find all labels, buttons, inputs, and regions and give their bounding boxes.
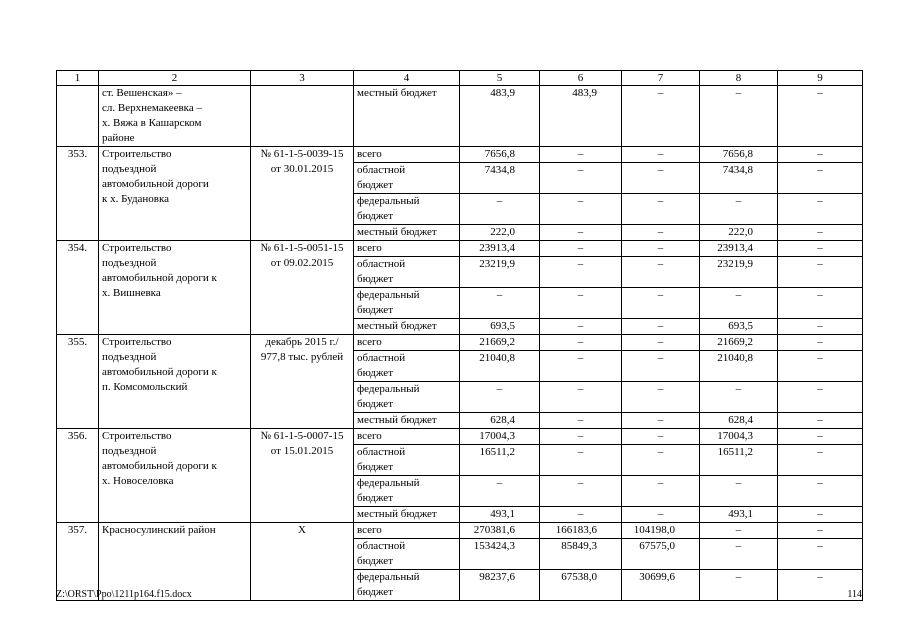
value-cell: – xyxy=(778,194,863,225)
row-number-cell: 354. xyxy=(57,241,99,335)
value-cell: – xyxy=(700,194,778,225)
value-cell: – xyxy=(622,241,700,257)
value-cell: 21040,8 xyxy=(460,351,540,382)
funding-source-cell: областной бюджет xyxy=(354,445,460,476)
value-cell: – xyxy=(460,476,540,507)
value-cell: 7656,8 xyxy=(700,147,778,163)
value-cell: – xyxy=(778,351,863,382)
value-cell: 153424,3 xyxy=(460,539,540,570)
value-cell: – xyxy=(700,539,778,570)
header-cell: 2 xyxy=(99,71,251,86)
value-cell: – xyxy=(700,86,778,147)
value-cell: – xyxy=(622,319,700,335)
value-cell: – xyxy=(778,86,863,147)
value-cell: – xyxy=(460,288,540,319)
funding-source-cell: местный бюджет xyxy=(354,86,460,147)
header-cell: 1 xyxy=(57,71,99,86)
value-cell: – xyxy=(778,225,863,241)
value-cell: – xyxy=(778,429,863,445)
value-cell: – xyxy=(700,382,778,413)
funding-source-cell: всего xyxy=(354,429,460,445)
header-cell: 4 xyxy=(354,71,460,86)
value-cell: – xyxy=(540,147,622,163)
value-cell: – xyxy=(540,476,622,507)
row-number-cell: 355. xyxy=(57,335,99,429)
value-cell: 483,9 xyxy=(540,86,622,147)
value-cell: 23219,9 xyxy=(700,257,778,288)
value-cell: – xyxy=(700,476,778,507)
value-cell: – xyxy=(700,570,778,601)
document-cell: № 61-1-5-0039-15 от 30.01.2015 xyxy=(251,147,354,241)
funding-source-cell: федеральный бюджет xyxy=(354,194,460,225)
value-cell: – xyxy=(622,163,700,194)
funding-source-cell: всего xyxy=(354,335,460,351)
table-row xyxy=(57,147,863,163)
value-cell: 222,0 xyxy=(460,225,540,241)
value-cell: – xyxy=(622,429,700,445)
value-cell: – xyxy=(540,507,622,523)
value-cell: – xyxy=(778,147,863,163)
header-cell: 5 xyxy=(460,71,540,86)
funding-source-cell: всего xyxy=(354,523,460,539)
funding-source-cell: местный бюджет xyxy=(354,319,460,335)
footer-file-path: Z:\ORST\Ppo\1211p164.f15.docx xyxy=(56,589,192,600)
value-cell: 628,4 xyxy=(700,413,778,429)
value-cell: – xyxy=(622,507,700,523)
header-cell: 7 xyxy=(622,71,700,86)
object-name-cell: Красносулинский район xyxy=(99,523,251,601)
value-cell: – xyxy=(622,147,700,163)
value-cell: 85849,3 xyxy=(540,539,622,570)
value-cell: – xyxy=(622,257,700,288)
document-cell: Х xyxy=(251,523,354,601)
value-cell: – xyxy=(540,194,622,225)
value-cell: – xyxy=(622,225,700,241)
value-cell: 67575,0 xyxy=(622,539,700,570)
value-cell: – xyxy=(622,382,700,413)
value-cell: – xyxy=(540,241,622,257)
value-cell: 104198,0 xyxy=(622,523,700,539)
document-cell: № 61-1-5-0051-15 от 09.02.2015 xyxy=(251,241,354,335)
value-cell: – xyxy=(540,257,622,288)
value-cell: 16511,2 xyxy=(460,445,540,476)
value-cell: – xyxy=(778,476,863,507)
table-row xyxy=(57,429,863,445)
object-name-cell: Строительство подъездной автомобильной дороги к х. Новоселовка xyxy=(99,429,251,523)
value-cell: – xyxy=(540,288,622,319)
table-row xyxy=(57,335,863,351)
funding-source-cell: местный бюджет xyxy=(354,507,460,523)
value-cell: – xyxy=(622,194,700,225)
funding-source-cell: областной бюджет xyxy=(354,351,460,382)
funding-source-cell: областной бюджет xyxy=(354,163,460,194)
value-cell: 21669,2 xyxy=(700,335,778,351)
funding-source-cell: федеральный бюджет xyxy=(354,476,460,507)
value-cell: 30699,6 xyxy=(622,570,700,601)
value-cell: – xyxy=(778,539,863,570)
value-cell: 7656,8 xyxy=(460,147,540,163)
value-cell: 628,4 xyxy=(460,413,540,429)
funding-source-cell: местный бюджет xyxy=(354,413,460,429)
value-cell: – xyxy=(540,351,622,382)
value-cell: 7434,8 xyxy=(700,163,778,194)
value-cell: 23913,4 xyxy=(700,241,778,257)
value-cell: – xyxy=(540,382,622,413)
document-cell xyxy=(251,86,354,147)
value-cell: 21040,8 xyxy=(700,351,778,382)
value-cell: 270381,6 xyxy=(460,523,540,539)
header-cell: 9 xyxy=(778,71,863,86)
row-number-cell xyxy=(57,86,99,147)
row-number-cell: 353. xyxy=(57,147,99,241)
value-cell: 222,0 xyxy=(700,225,778,241)
value-cell: 17004,3 xyxy=(700,429,778,445)
value-cell: – xyxy=(540,335,622,351)
value-cell: 493,1 xyxy=(700,507,778,523)
value-cell: – xyxy=(778,507,863,523)
value-cell: – xyxy=(540,445,622,476)
value-cell: – xyxy=(778,335,863,351)
value-cell: – xyxy=(700,523,778,539)
value-cell: – xyxy=(622,476,700,507)
funding-source-cell: областной бюджет xyxy=(354,257,460,288)
header-cell: 6 xyxy=(540,71,622,86)
budget-table xyxy=(56,70,863,601)
table-row xyxy=(57,241,863,257)
object-name-cell: ст. Вешенская» – сл. Верхнемакеевка – х. Вяжа в Кашарском районе xyxy=(99,86,251,147)
value-cell: – xyxy=(540,413,622,429)
table-row xyxy=(57,86,863,147)
value-cell: – xyxy=(778,523,863,539)
header-cell: 3 xyxy=(251,71,354,86)
value-cell: – xyxy=(540,319,622,335)
row-number-cell: 356. xyxy=(57,429,99,523)
value-cell: 166183,6 xyxy=(540,523,622,539)
value-cell: 693,5 xyxy=(460,319,540,335)
funding-source-cell: областной бюджет xyxy=(354,539,460,570)
value-cell: – xyxy=(622,445,700,476)
value-cell: – xyxy=(622,86,700,147)
value-cell: 23219,9 xyxy=(460,257,540,288)
header-cell: 8 xyxy=(700,71,778,86)
value-cell: – xyxy=(778,445,863,476)
funding-source-cell: федеральный бюджет xyxy=(354,382,460,413)
value-cell: – xyxy=(460,382,540,413)
value-cell: – xyxy=(622,335,700,351)
funding-source-cell: федеральный бюджет xyxy=(354,288,460,319)
value-cell: 21669,2 xyxy=(460,335,540,351)
row-number-cell: 357. xyxy=(57,523,99,601)
value-cell: 16511,2 xyxy=(700,445,778,476)
value-cell: 23913,4 xyxy=(460,241,540,257)
funding-source-cell: федеральный бюджет xyxy=(354,570,460,601)
value-cell: – xyxy=(778,319,863,335)
value-cell: – xyxy=(540,163,622,194)
object-name-cell: Строительство подъездной автомобильной дороги к п. Комсомольский xyxy=(99,335,251,429)
value-cell: – xyxy=(622,351,700,382)
value-cell: – xyxy=(778,570,863,601)
value-cell: 98237,6 xyxy=(460,570,540,601)
value-cell: – xyxy=(540,225,622,241)
funding-source-cell: всего xyxy=(354,241,460,257)
value-cell: – xyxy=(778,288,863,319)
object-name-cell: Строительство подъездной автомобильной дороги к х. Будановка xyxy=(99,147,251,241)
funding-source-cell: всего xyxy=(354,147,460,163)
value-cell: – xyxy=(778,241,863,257)
value-cell: – xyxy=(778,257,863,288)
value-cell: 67538,0 xyxy=(540,570,622,601)
value-cell: – xyxy=(622,288,700,319)
value-cell: 7434,8 xyxy=(460,163,540,194)
footer-page-number: 114 xyxy=(847,589,862,600)
value-cell: 493,1 xyxy=(460,507,540,523)
funding-source-cell: местный бюджет xyxy=(354,225,460,241)
value-cell: – xyxy=(778,413,863,429)
object-name-cell: Строительство подъездной автомобильной дороги к х. Вишневка xyxy=(99,241,251,335)
table-row xyxy=(57,523,863,539)
value-cell: – xyxy=(778,163,863,194)
document-cell: декабрь 2015 г./ 977,8 тыс. рублей xyxy=(251,335,354,429)
value-cell: – xyxy=(622,413,700,429)
value-cell: – xyxy=(778,382,863,413)
table-header-row xyxy=(57,71,863,86)
value-cell: 17004,3 xyxy=(460,429,540,445)
document-cell: № 61-1-5-0007-15 от 15.01.2015 xyxy=(251,429,354,523)
value-cell: – xyxy=(540,429,622,445)
value-cell: – xyxy=(700,288,778,319)
value-cell: 483,9 xyxy=(460,86,540,147)
value-cell: 693,5 xyxy=(700,319,778,335)
value-cell: – xyxy=(460,194,540,225)
